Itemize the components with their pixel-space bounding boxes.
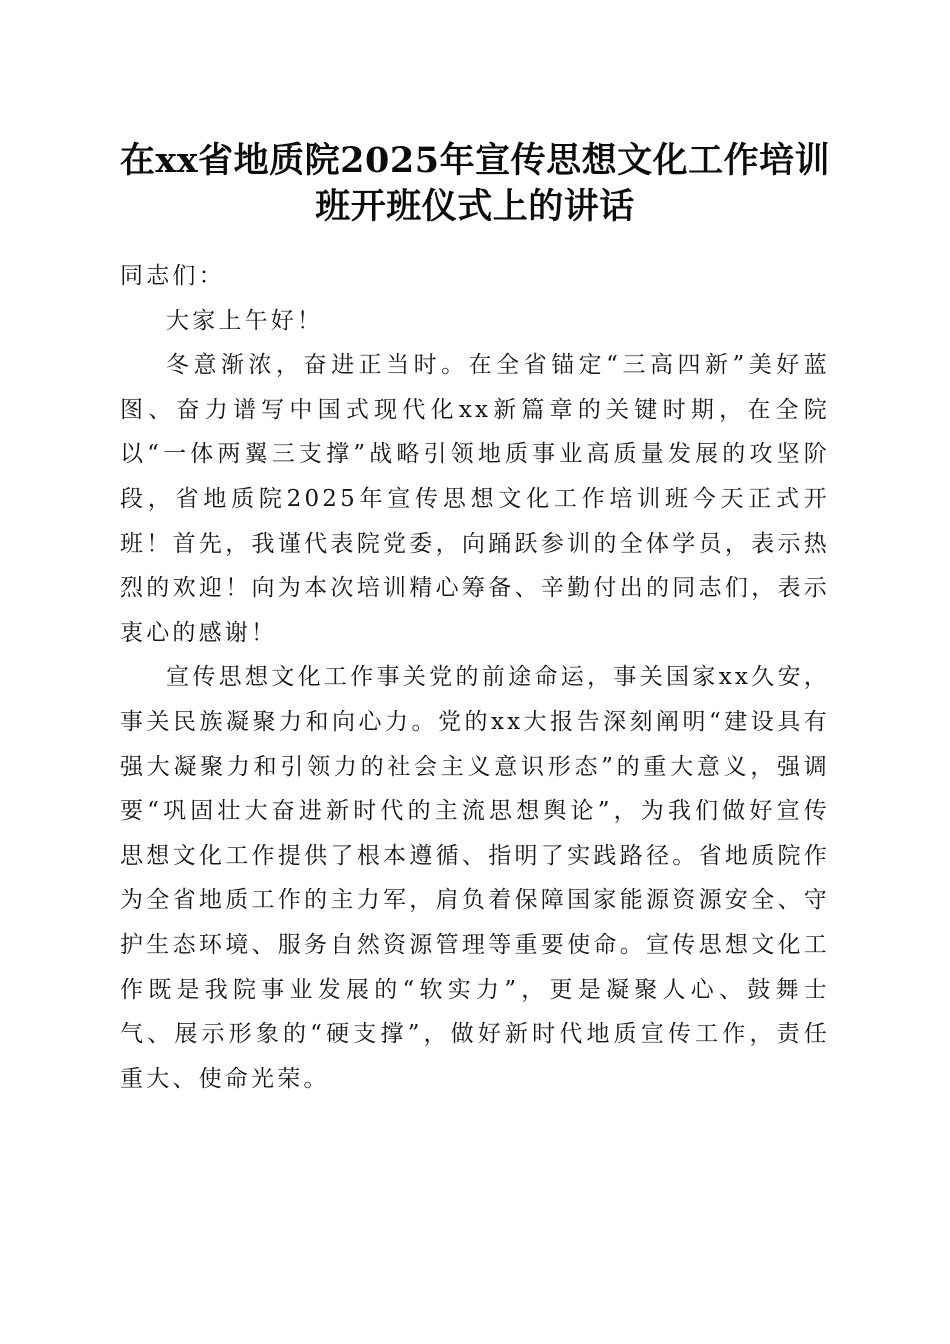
speech-body (120, 254, 830, 1101)
greeting-paragraph: 大家上午好！ (166, 307, 324, 334)
opening-paragraph: 冬意渐浓，奋进正当时。在全省锚定“三高四新”美好蓝图、奋力谱写中国式现代化xx新篇章的关键时期，在全院以“一体两翼三支撑”战略引领地质事业高质量发展的攻坚阶段，省地质院2025年宣传思想文化工作培训班今天正式开班！首先，我谨代表院党委，向踊跃参训的全体学员，表示热烈的欢迎！向为本次培训精心筹备、辛勤付出的同志们，表示衷心的感谢！ (120, 352, 830, 646)
significance-paragraph: 宣传思想文化工作事关党的前途命运，事关国家xx久安，事关民族凝聚力和向心力。党的xx大报告深刻阐明“建设具有强大凝聚力和引领力的社会主义意识形态”的重大意义，强调要“巩固壮大奋进新时代的主流思想舆论”，为我们做好宣传思想文化工作提供了根本遵循、指明了实践路径。省地质院作为全省地质工作的主力军，肩负着保障国家能源资源安全、守护生态环境、服务自然资源管理等重要使命。宣传思想文化工作既是我院事业发展的“软实力”，更是凝聚人心、鼓舞士气、展示形象的“硬支撑”，做好新时代地质宣传工作，责任重大、使命光荣。 (120, 664, 830, 1092)
title-line-2: 班开班仪式上的讲话 (315, 186, 635, 227)
title-line-1: 在xx省地质院2025年宣传思想文化工作培训 (119, 140, 831, 181)
document-title (100, 138, 850, 230)
salutation: 同志们： (120, 263, 225, 289)
